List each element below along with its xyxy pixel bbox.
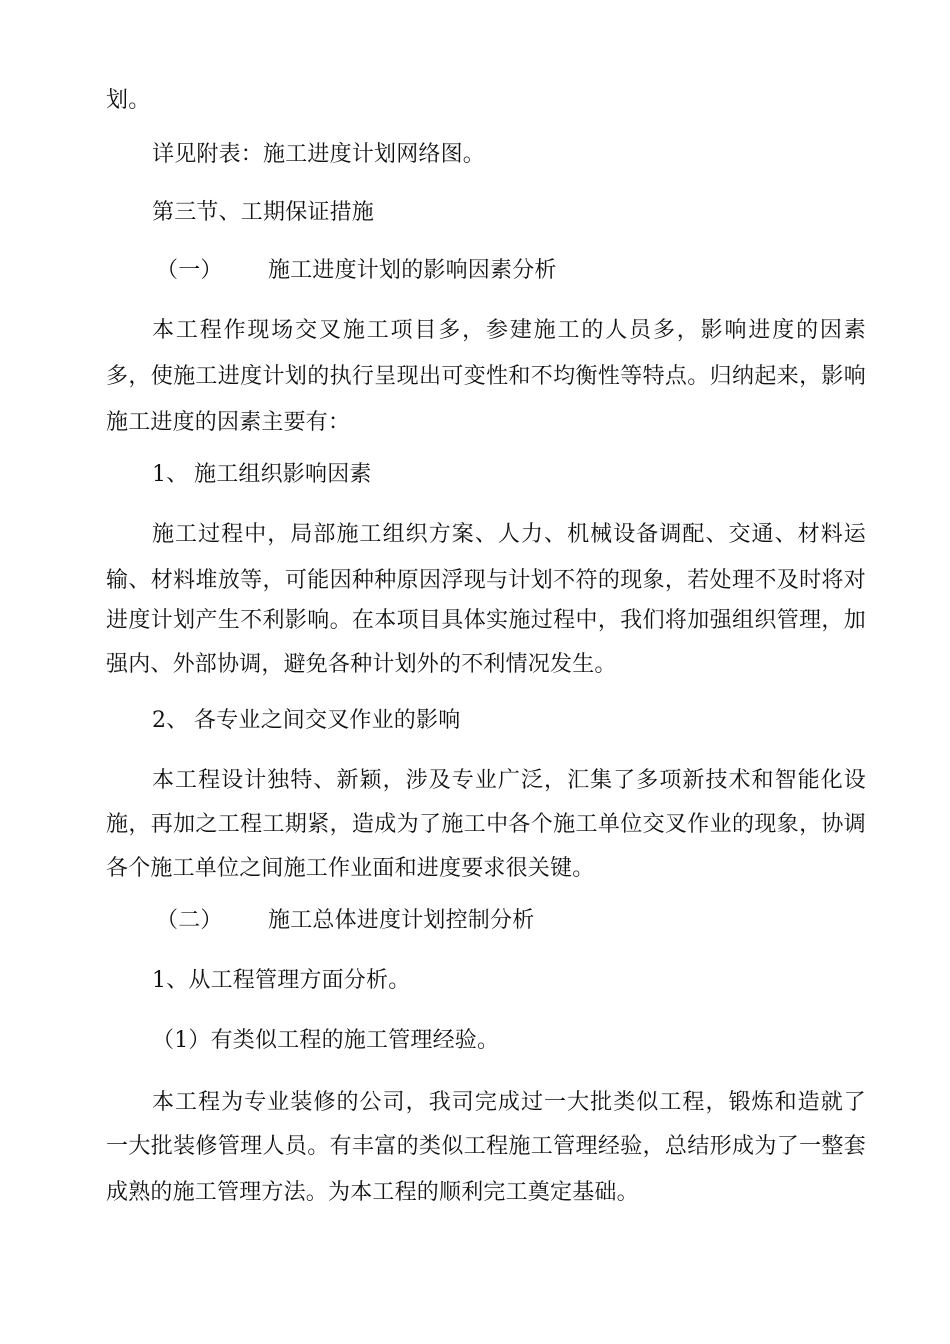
list-text: 各专业之间交叉作业的影响 xyxy=(194,708,461,733)
list-item-2 xyxy=(152,706,912,736)
paragraph-line: 一大批装修管理人员。有丰富的类似工程施工管理经验，总结形成为了一整套 xyxy=(106,1134,866,1159)
heading-number: （二） xyxy=(156,908,223,933)
subsection-heading-1 xyxy=(152,256,912,286)
paragraph-line: 多，使施工进度计划的执行呈现出可变性和不均衡性等特点。归纳起来，影响 xyxy=(106,364,866,389)
paragraph-line: 进度计划产生不利影响。在本项目具体实施过程中，我们将加强组织管理，加 xyxy=(106,608,866,633)
paragraph-line: 详见附表：施工进度计划网络图。 xyxy=(152,142,486,167)
paragraph-line: 输、材料堆放等，可能因种种原因浮现与计划不符的现象，若处理不及时将对 xyxy=(106,568,866,593)
paragraph-line: 划。 xyxy=(106,88,151,113)
paragraph-line: 1、从工程管理方面分析。 xyxy=(152,968,411,993)
heading-text: 施工总体进度计划控制分析 xyxy=(268,908,535,933)
heading-text: 施工进度计划的影响因素分析 xyxy=(268,258,557,283)
list-number: 2、 xyxy=(152,708,189,733)
paragraph-line: （1）有类似工程的施工管理经验。 xyxy=(152,1028,500,1053)
subsection-heading-2 xyxy=(152,906,912,936)
paragraph-line: 本工程作现场交叉施工项目多，参建施工的人员多，影响进度的因素 xyxy=(152,318,866,343)
list-text: 施工组织影响因素 xyxy=(194,462,372,487)
paragraph-line: 各个施工单位之间施工作业面和进度要求很关键。 xyxy=(106,856,595,881)
paragraph-line: 施，再加之工程工期紧，造成为了施工中各个施工单位交叉作业的现象，协调 xyxy=(106,812,866,837)
paragraph-line: 施工过程中，局部施工组织方案、人力、机械设备调配、交通、材料运 xyxy=(152,522,866,547)
paragraph-line: 成熟的施工管理方法。为本工程的顺利完工奠定基础。 xyxy=(106,1180,639,1205)
paragraph-line: 本工程为专业装修的公司，我司完成过一大批类似工程，锻炼和造就了 xyxy=(152,1090,866,1115)
paragraph-line: 本工程设计独特、新颖，涉及专业广泛，汇集了多项新技术和智能化设 xyxy=(152,768,866,793)
paragraph-line: 施工进度的因素主要有： xyxy=(106,410,351,435)
paragraph-line: 强内、外部协调，避免各种计划外的不利情况发生。 xyxy=(106,652,617,677)
heading-number: （一） xyxy=(156,258,223,283)
section-title: 第三节、工期保证措施 xyxy=(152,200,375,225)
list-item-1 xyxy=(152,460,912,490)
list-number: 1、 xyxy=(152,462,189,487)
